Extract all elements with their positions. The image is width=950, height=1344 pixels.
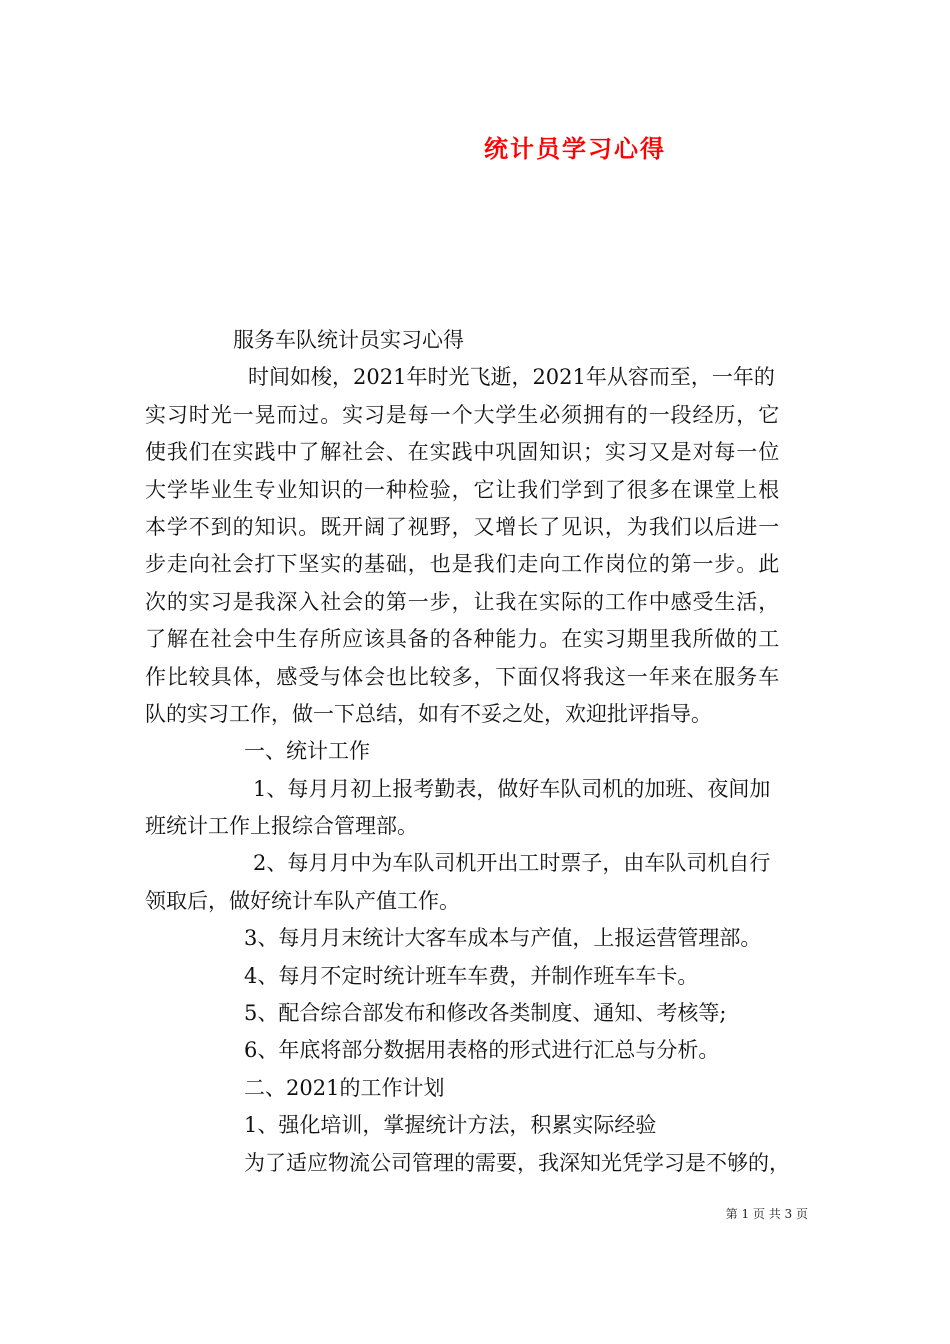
- paragraph-line: 为了适应物流公司管理的需要，我深知光凭学习是不够的，: [244, 1150, 790, 1175]
- document-title: 统计员学习心得: [484, 135, 666, 163]
- list-item: 5、配合综合部发布和修改各类制度、通知、考核等;: [244, 1001, 727, 1026]
- list-item: 2、每月月中为车队司机开出工时票子，由车队司机自行: [253, 851, 771, 876]
- paragraph-line: 实习时光一晃而过。实习是每一个大学生必须拥有的一段经历，它: [145, 402, 781, 427]
- paragraph-line: 了解在社会中生存所应该具备的各种能力。在实习期里我所做的工: [145, 627, 781, 652]
- page-number-footer: 第 1 页 共 3 页: [725, 1207, 808, 1221]
- list-item: 3、每月月末统计大客车成本与产值，上报运营管理部。: [244, 926, 762, 951]
- list-item: 1、每月月初上报考勤表，做好车队司机的加班、夜间加: [253, 776, 771, 801]
- subtitle-line: 服务车队统计员实习心得: [233, 328, 464, 352]
- list-item-continuation: 班统计工作上报综合管理部。: [145, 814, 418, 839]
- paragraph-line: 作比较具体，感受与体会也比较多，下面仅将我这一年来在服务车: [145, 664, 781, 689]
- list-item: 4、每月不定时统计班车车费，并制作班车车卡。: [244, 963, 699, 988]
- paragraph-line: 时间如梭，2021年时光飞逝，2021年从容而至，一年的: [248, 365, 775, 390]
- document-body: [145, 322, 813, 1182]
- paragraph-line: 队的实习工作，做一下总结，如有不妥之处，欢迎批评指导。: [145, 701, 712, 726]
- paragraph-line: 本学不到的知识。既开阔了视野，又增长了见识，为我们以后进一: [145, 514, 781, 539]
- section-heading: 二、2021的工作计划: [244, 1075, 445, 1100]
- paragraph-line: 使我们在实践中了解社会、在实践中巩固知识；实习又是对每一位: [145, 440, 781, 465]
- list-item: 1、强化培训，掌握统计方法，积累实际经验: [244, 1113, 657, 1138]
- list-item: 6、年底将部分数据用表格的形式进行汇总与分析。: [244, 1038, 720, 1063]
- paragraph-line: 步走向社会打下坚实的基础，也是我们走向工作岗位的第一步。此: [145, 552, 781, 577]
- section-heading: 一、统计工作: [244, 739, 370, 764]
- paragraph-line: 次的实习是我深入社会的第一步，让我在实际的工作中感受生活，: [145, 589, 781, 614]
- paragraph-line: 大学毕业生专业知识的一种检验，它让我们学到了很多在课堂上根: [145, 477, 781, 502]
- list-item-continuation: 领取后，做好统计车队产值工作。: [145, 888, 460, 913]
